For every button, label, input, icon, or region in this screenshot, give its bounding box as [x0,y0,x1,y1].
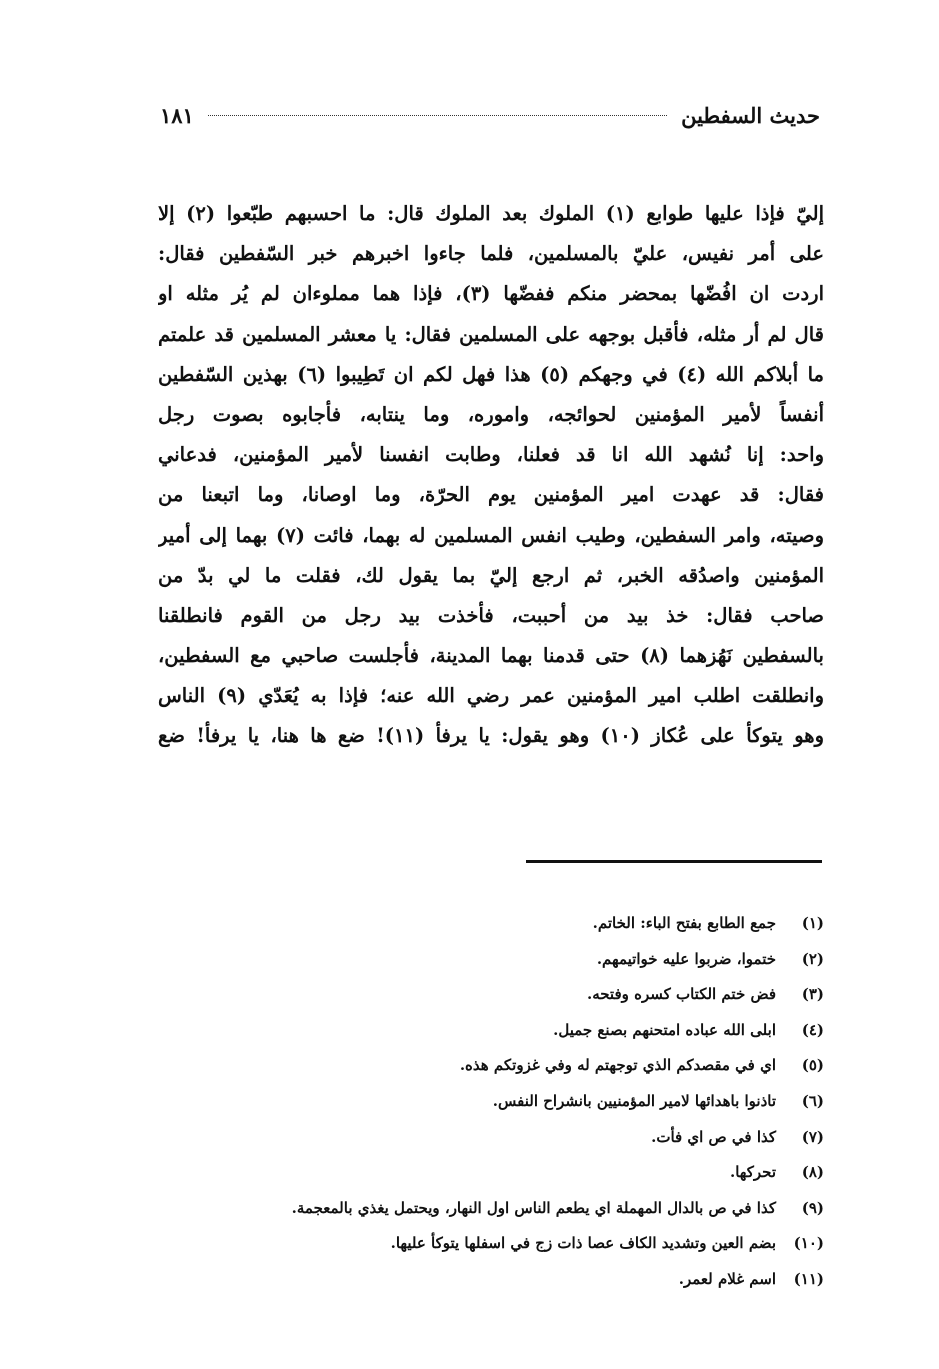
footnote-text: فض ختم الكتاب كسره وفتحه. [586,985,776,1004]
footnote-text: ابلى الله عباده امتحنهم بصنع جميل. [553,1020,776,1039]
footnote-number: (٩) [801,1198,824,1217]
footnote-text: جمع الطابع بفتح الباء: الخاتم. [592,914,776,932]
text-line: على أمر نفيس، عليّ بالمسلمين، فلما جاءوا اخبرهم خبر السّفطين فقال: [158,242,824,266]
footnote-separator [526,860,822,863]
footnote-text: تحركها. [730,1163,776,1182]
footnote [150,1120,824,1156]
text-line: ما أبلاكم الله (٤) في وجهكم (٥) هذا فهل لكم ان تَطِيبوا (٦) بهذين السّفطين [158,362,824,386]
footnote [150,1155,824,1191]
text-line: المؤمنين واصدُقه الخبر، ثم ارجع إليّ بما يقول لك، فقلت ما لي بدّ من [158,563,824,587]
footnote-number: (١١) [793,1269,824,1288]
text-line: وصيته، وامر السفطين، وطيب انفس المسلمين له بهما، فائت (٧) بهما إلى أمير [158,523,824,547]
footnote [150,1226,824,1262]
footnote [150,1262,824,1298]
footnote-number: (٢) [801,949,824,968]
footnote-text: اسم غلام لعمر. [678,1269,776,1288]
text-line: صاحب فقال: خذ بيد من أحببت، فأخذت بيد رجل من القوم فانطلقنا [158,603,824,627]
text-line: وانطلقت اطلب امير المؤمنين عمر رضي الله عنه؛ فإذا به يُعَدّي (٩) الناس [158,684,824,708]
text-line: أنفساً لأمير المؤمنين لحوائجه، واموره، وما ينتابه، فأجابوه بصوت رجل [158,402,824,426]
footnote-text: بضم العين وتشديد الكاف عصا ذات زج في اسفلها يتوكأ عليها. [390,1234,776,1253]
footnote [150,906,824,942]
footnote-number: (١٠) [793,1234,824,1253]
chapter-title: حديث السفطين [681,102,820,128]
footnote-number: (٣) [801,985,824,1004]
footnote-number: (٦) [801,1091,824,1110]
footnote-number: (٨) [801,1163,824,1182]
footnote-text: كذا في ص بالدال المهملة اي يطعم الناس اول النهار، ويحتمل يغذي بالمعجمة. [291,1198,776,1217]
text-line: واحد: إنا نُشهد الله انا قد فعلنا، وطابت انفسنا لأمير المؤمنين، فدعاني [158,443,824,467]
text-line: وهو يتوكأ على عُكاز (١٠) وهو يقول: يا يرفأ (١١)! ضع ها هنا، يا يرفأ! ضع [158,724,824,748]
footnote [150,1048,824,1084]
main-text [158,194,824,854]
footnote [150,942,824,978]
footnote-number: (١) [801,914,824,932]
text-line: قال لم أر مثله، فأقبل بوجهه على المسلمين فقال: يا معشر المسلمين قد علمتم [158,322,824,346]
footnote-number: (٤) [801,1020,824,1039]
footnote-text: اي في مقصدكم الذي توجهتم له وفي غزوتكم هذه. [459,1056,776,1075]
footnote-text: كذا في ص اي فأت. [651,1127,776,1146]
running-header [160,98,820,132]
footnote [150,1084,824,1120]
dotted-leader [208,114,667,116]
text-line: بالسفطين نَهُزهما (٨) حتى قدمنا بهما المدينة، فأجلست صاحبي مع السفطين، [158,644,824,668]
text-line: فقال: قد عهدت امير المؤمنين يوم الحرّة، وما اوصانا، وما اتبعنا من [158,483,824,507]
text-line: اردت ان افُضّها بمحضر منكم ففضّها (٣)، فإذا هما مملوءان لم يُر مثله او [158,282,824,306]
footnote-text: ختموا، ضربوا عليه خواتيمهم. [596,949,776,968]
footnote [150,977,824,1013]
footnote [150,1013,824,1049]
footnotes [150,906,824,1306]
footnote-number: (٥) [801,1056,824,1075]
footnote [150,1191,824,1227]
page-number: ١٨١ [160,102,194,128]
footnote-number: (٧) [801,1127,824,1146]
footnote-text: تاذنوا باهدائها لامير المؤمنيين بانشراح النفس. [492,1091,776,1110]
text-line: إليّ فإذا عليها طوابع (١) الملوك بعد الملوك قال: ما احسبهم طبّعوا (٢) إلا [158,202,824,225]
